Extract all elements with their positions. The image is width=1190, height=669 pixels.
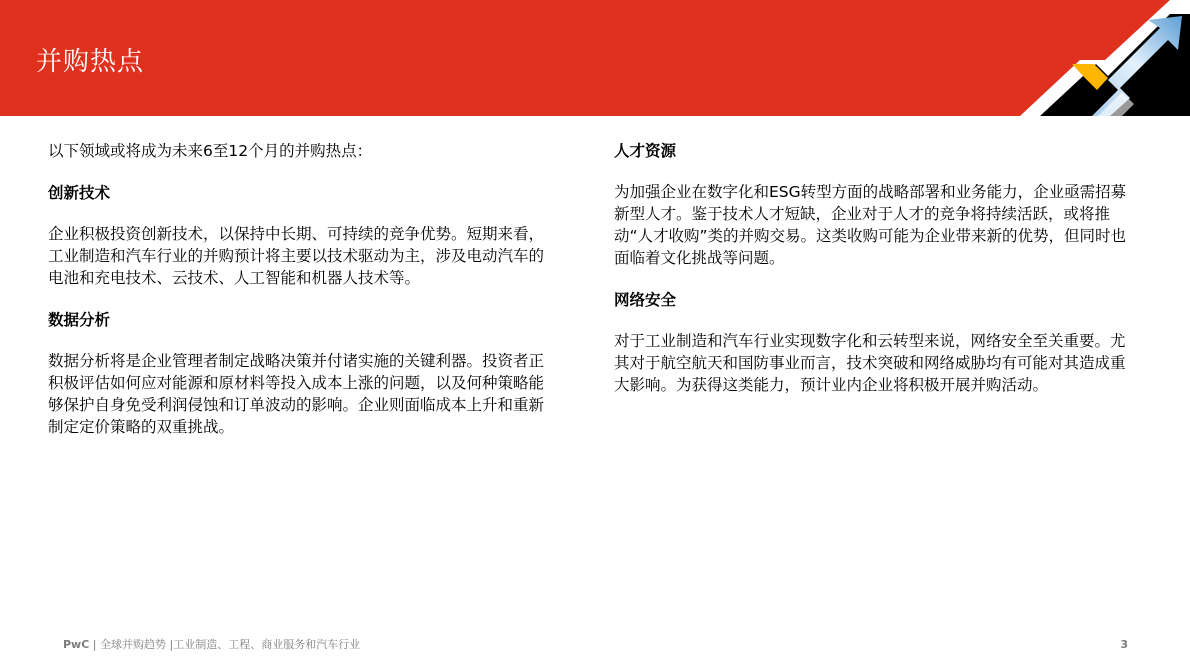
- section-heading-talent: 人才资源: [614, 142, 677, 160]
- section-body-innovation: 企业积极投资创新技术，以保持中长期、可持续的竞争优势。短期来看，工业制造和汽车行业的并购预计将主要以技术驱动为主，涉及电动汽车的电池和充电技术、云技术、人工智能和机器人技术等。: [48, 225, 545, 287]
- right-column: [614, 140, 1134, 416]
- page-number: 3: [1120, 638, 1128, 651]
- left-column: [48, 140, 558, 458]
- section-heading-data-analytics: 数据分析: [48, 311, 111, 329]
- section-body-data-analytics: 数据分析将是企业管理者制定战略决策并付诸实施的关键利器。投资者正积极评估如何应对能源和原材料等投入成本上涨的问题，以及何种策略能够保护自身免受利润侵蚀和订单波动的影响。企业则面临成本上升和重新制定定价策略的双重挑战。: [48, 352, 545, 436]
- rising-arrow-graphic: [1010, 0, 1190, 116]
- page-title: 并购热点: [36, 47, 145, 77]
- footer-text: | 全球并购趋势 |工业制造、工程、商业服务和汽车行业: [89, 638, 361, 651]
- section-body-talent: 为加强企业在数字化和ESG转型方面的战略部署和业务能力，企业亟需招募新型人才。鉴于技术人才短缺，企业对于人才的竞争将持续活跃，或将推动“人才收购”类的并购交易。这类收购可能为企业带来新的优势，但同时也面临着文化挑战等问题。: [614, 183, 1127, 267]
- section-heading-innovation: 创新技术: [48, 184, 111, 202]
- intro-text: 以下领域或将成为未来6至12个月的并购热点：: [48, 142, 373, 160]
- page-header: [0, 0, 1190, 116]
- section-heading-cybersecurity: 网络安全: [614, 291, 677, 309]
- footer-brand: PwC: [63, 638, 90, 651]
- page-footer: [63, 638, 360, 652]
- section-body-cybersecurity: 对于工业制造和汽车行业实现数字化和云转型来说，网络安全至关重要。尤其对于航空航天和国防事业而言，技术突破和网络威胁均有可能对其造成重大影响。为获得这类能力，预计业内企业将积极开展并购活动。: [614, 332, 1126, 394]
